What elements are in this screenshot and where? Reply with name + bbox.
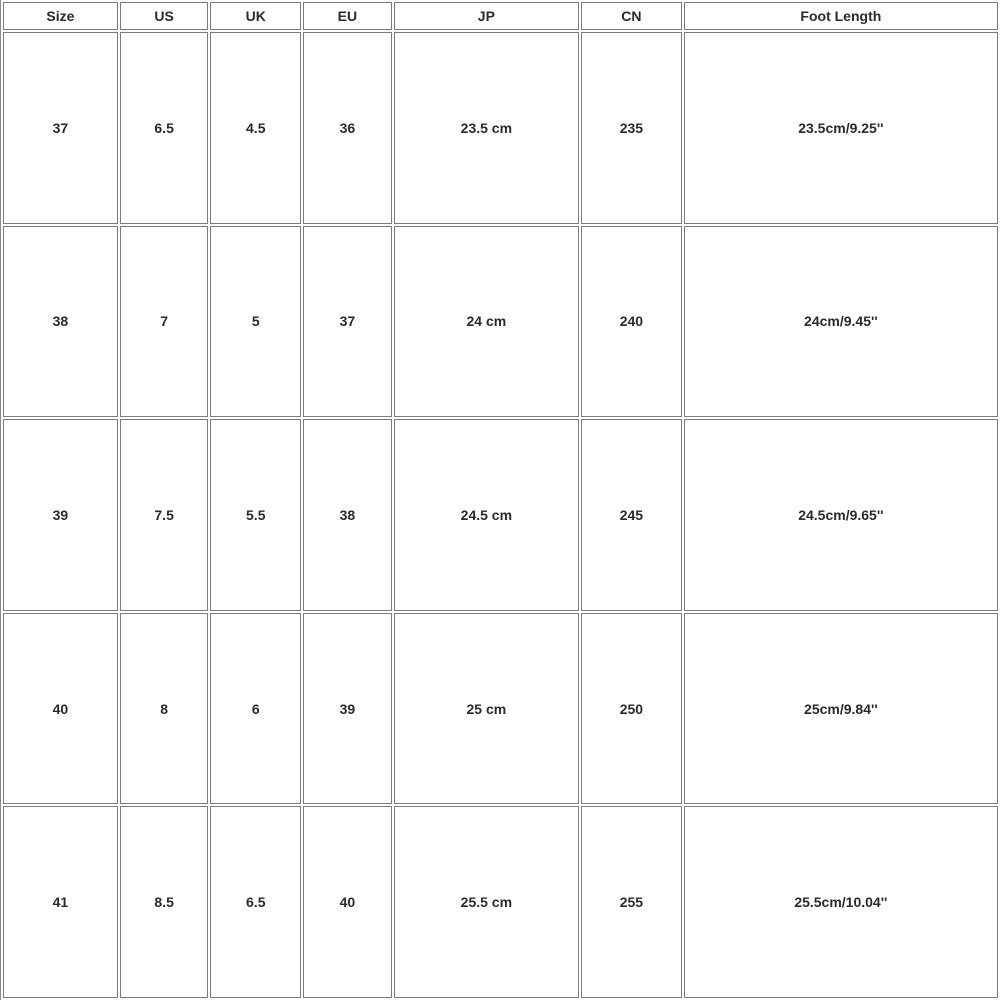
cell-uk: 6	[210, 613, 301, 805]
cell-cn: 235	[581, 32, 682, 224]
cell-size: 39	[3, 419, 118, 611]
table-row	[3, 419, 998, 611]
cell-us: 6.5	[120, 32, 209, 224]
cell-jp: 25.5 cm	[394, 806, 579, 998]
cell-size: 38	[3, 226, 118, 418]
header-row	[3, 2, 998, 30]
cell-eu: 36	[303, 32, 392, 224]
cell-size: 41	[3, 806, 118, 998]
header-uk: UK	[210, 2, 301, 30]
cell-cn: 255	[581, 806, 682, 998]
header-cn: CN	[581, 2, 682, 30]
header-eu: EU	[303, 2, 392, 30]
cell-uk: 5	[210, 226, 301, 418]
cell-eu: 37	[303, 226, 392, 418]
cell-us: 7.5	[120, 419, 209, 611]
table-row	[3, 613, 998, 805]
header-size: Size	[3, 2, 118, 30]
table-row	[3, 226, 998, 418]
cell-cn: 245	[581, 419, 682, 611]
cell-eu: 40	[303, 806, 392, 998]
table-row	[3, 806, 998, 998]
header-jp: JP	[394, 2, 579, 30]
cell-uk: 5.5	[210, 419, 301, 611]
cell-jp: 24 cm	[394, 226, 579, 418]
cell-us: 8.5	[120, 806, 209, 998]
table-row	[3, 32, 998, 224]
cell-foot-length: 25.5cm/10.04''	[684, 806, 998, 998]
cell-jp: 23.5 cm	[394, 32, 579, 224]
cell-eu: 39	[303, 613, 392, 805]
table-body	[3, 32, 998, 998]
cell-jp: 24.5 cm	[394, 419, 579, 611]
cell-eu: 38	[303, 419, 392, 611]
table-header	[3, 2, 998, 30]
header-foot-length: Foot Length	[684, 2, 998, 30]
cell-cn: 250	[581, 613, 682, 805]
cell-jp: 25 cm	[394, 613, 579, 805]
header-us: US	[120, 2, 209, 30]
cell-cn: 240	[581, 226, 682, 418]
cell-uk: 4.5	[210, 32, 301, 224]
cell-size: 40	[3, 613, 118, 805]
cell-foot-length: 23.5cm/9.25''	[684, 32, 998, 224]
cell-size: 37	[3, 32, 118, 224]
cell-foot-length: 25cm/9.84''	[684, 613, 998, 805]
cell-foot-length: 24.5cm/9.65''	[684, 419, 998, 611]
cell-foot-length: 24cm/9.45''	[684, 226, 998, 418]
cell-uk: 6.5	[210, 806, 301, 998]
cell-us: 8	[120, 613, 209, 805]
cell-us: 7	[120, 226, 209, 418]
